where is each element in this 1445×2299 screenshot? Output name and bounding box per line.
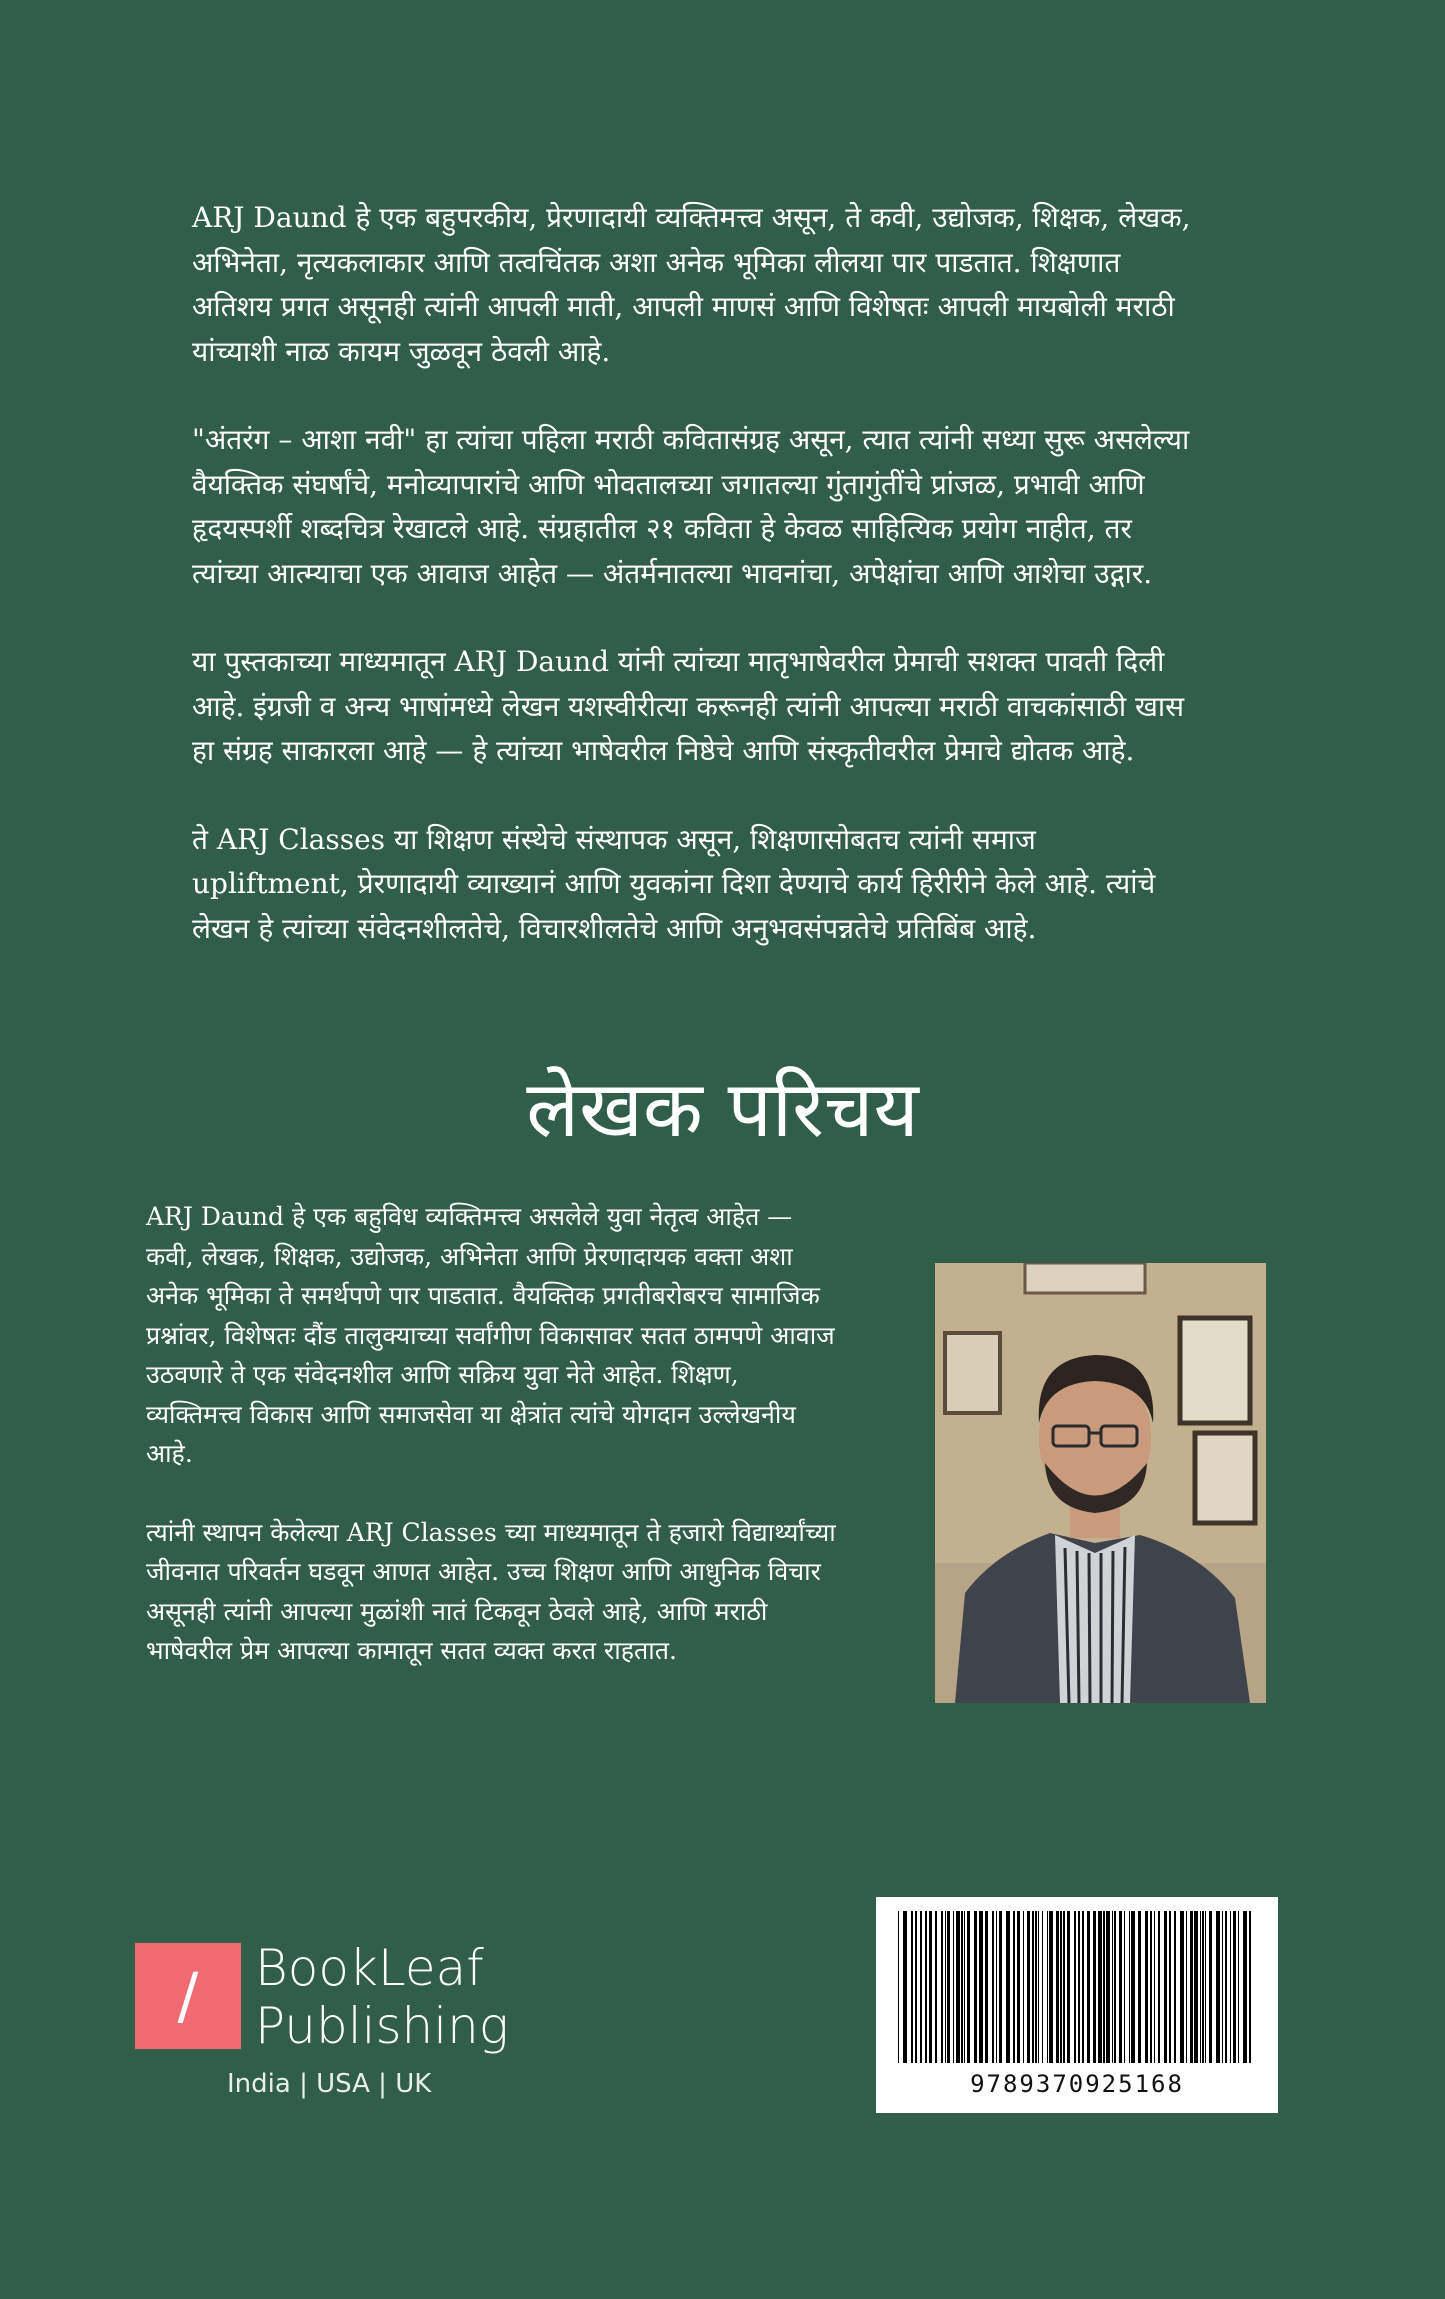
barcode-bar xyxy=(1180,1911,1184,2063)
barcode-bar xyxy=(1038,1911,1039,2063)
author-portrait-illustration xyxy=(935,1263,1266,1703)
barcode-bar xyxy=(1042,1911,1043,2063)
blurb-paragraph: "अंतरंग – आशा नवी" हा त्यांचा पहिला मराठी कवितासंग्रह असून, त्यात त्यांनी सध्या सुरू असलेल्या वैयक्तिक संघर्षांचे, मनोव्यापारांचे आणि भोवतालच्या जगातल्या गुंतागुंतींचे प्रांजळ, प्रभावी आणि हृदयस्पर्शी शब्दचित्र रेखाटले आहे. संग्रहातील २१ कविता हे केवळ साहित्यिक प्रयोग नाहीत, तर त्यांच्या आत्म्याचा एक आवाज आहेत — अंतर्मनातल्या भावनांचा, अपेक्षांचा आणि आशेचा उद्गार. xyxy=(192,423,1190,590)
bio-paragraph: ARJ Daund हे एक बहुविध व्यक्तिमत्त्व असलेले युवा नेतृत्व आहेत — कवी, लेखक, शिक्षक, उद्योजक, अभिनेता आणि प्रेरणादायक वक्ता अशा अनेक भूमिका ते समर्थपणे पार पाडतात. वैयक्तिक प्रगतीबरोबरच सामाजिक प्रश्नांवर, विशेषतः दौंड तालुक्याच्या सर्वांगीण विकासावर सतत ठामपणे आवाज उठवणारे ते एक संवेदनशील आणि सक्रिय युवा नेते आहेत. शिक्षण, व्यक्तिमत्त्व विकास आणि समाजसेवा या क्षेत्रांत त्यांचे योगदान उल्लेखनीय आहे. xyxy=(146,1202,835,1468)
barcode-bar xyxy=(1082,1911,1084,2063)
barcode-bar xyxy=(915,1911,917,2063)
barcode-bar xyxy=(1063,1911,1065,2063)
barcode-bar xyxy=(956,1911,960,2063)
barcode-bar xyxy=(1233,1911,1236,2063)
author-intro-heading: लेखक परिचय xyxy=(526,1065,919,1155)
barcode-bar xyxy=(935,1911,937,2063)
barcode-bar xyxy=(947,1911,950,2063)
barcode-bar xyxy=(1154,1911,1155,2063)
barcode-bar xyxy=(1186,1911,1187,2063)
barcode-bar xyxy=(953,1911,954,2063)
barcode-bar xyxy=(1098,1911,1102,2063)
barcode-bar xyxy=(1032,1911,1034,2063)
barcode-bar xyxy=(1205,1911,1206,2063)
barcode-bar xyxy=(1200,1911,1201,2063)
publisher-name-line1: BookLeaf xyxy=(255,1939,484,1997)
barcode-bar xyxy=(929,1911,932,2063)
author-photo xyxy=(935,1263,1266,1703)
barcode-bar xyxy=(1056,1911,1059,2063)
barcode-bar xyxy=(1230,1911,1231,2063)
barcode-bar xyxy=(898,1911,899,2063)
barcode-bar xyxy=(985,1911,988,2063)
barcode-bar xyxy=(996,1911,997,2063)
barcode-bar xyxy=(1006,1911,1010,2063)
barcode-bar xyxy=(974,1911,977,2063)
barcode-bar xyxy=(967,1911,970,2063)
back-cover-blurb xyxy=(192,196,1192,995)
author-bio xyxy=(146,1197,836,1710)
publisher-name xyxy=(255,1939,509,2055)
barcode-bar xyxy=(992,1911,994,2063)
barcode-bar xyxy=(1023,1911,1024,2063)
barcode-bar xyxy=(1174,1911,1176,2063)
barcode-bar xyxy=(925,1911,927,2063)
barcode-bar xyxy=(1190,1911,1193,2063)
barcode-bar xyxy=(1078,1911,1080,2063)
barcode-bar xyxy=(1093,1911,1096,2063)
barcode-bar xyxy=(1164,1911,1167,2063)
barcode-bar xyxy=(1225,1911,1227,2063)
barcode-bar xyxy=(1074,1911,1076,2063)
barcode-bar xyxy=(999,1911,1002,2063)
barcode-bar xyxy=(1145,1911,1148,2063)
publisher-locations: India | USA | UK xyxy=(227,2069,432,2099)
barcode-bar xyxy=(1087,1911,1090,2063)
barcode-bar xyxy=(920,1911,922,2063)
isbn-number: 9789370925168 xyxy=(970,2070,1184,2098)
barcode-bar xyxy=(1131,1911,1135,2063)
barcode-bar xyxy=(1067,1911,1070,2063)
barcode-bar xyxy=(1150,1911,1152,2063)
barcode-bar xyxy=(1035,1911,1037,2063)
barcode-bar xyxy=(1124,1911,1125,2063)
barcode-bar xyxy=(1027,1911,1030,2063)
barcode-bar xyxy=(1103,1911,1105,2063)
barcode-bar xyxy=(1249,1911,1251,2063)
barcode-bar xyxy=(964,1911,965,2063)
barcode-bar xyxy=(1158,1911,1160,2063)
bio-paragraph: त्यांनी स्थापन केलेल्या ARJ Classes च्या माध्यमातून ते हजारो विद्यार्थ्यांच्या जीवनात परिवर्तन घडवून आणत आहेत. उच्च शिक्षण आणि आधुनिक विचार असूनही त्यांनी आपल्या मुळांशी नातं टिकवून ठेवले आहे, आणि मराठी भाषेवरील प्रेम आपल्या कामातून सतत व्यक्त करत राहतात. xyxy=(146,1517,836,1665)
barcode-bar xyxy=(1106,1911,1110,2063)
barcode-bar xyxy=(1017,1911,1020,2063)
blurb-paragraph: ARJ Daund हे एक बहुपरकीय, प्रेरणादायी व्यक्तिमत्त्व असून, ते कवी, उद्योजक, शिक्षक, लेखक, अभिनेता, नृत्यकलाकार आणि तत्वचिंतक अशा अनेक भूमिका लीलया पार पाडतात. शिक्षणात अतिशय प्रगत असूनही त्यांनी आपली माती, आपली माणसं आणि विशेषतः आपली मायबोली मराठी यांच्याशी नाळ कायम जुळवून ठेवली आहे. xyxy=(192,201,1191,368)
barcode-bar xyxy=(1216,1911,1220,2063)
barcode-bar xyxy=(903,1911,907,2063)
blurb-paragraph: या पुस्तकाच्या माध्यमातून ARJ Daund यांनी त्यांच्या मातृभाषेवरील प्रेमाची सशक्त पावती दिली आहे. इंग्रजी व अन्य भाषांमध्ये लेखन यशस्वीरीत्या करूनही त्यांनी आपल्या मराठी वाचकांसाठी खास हा संग्रह साकारला आहे — हे त्यांच्या भाषेवरील निष्ठेचे आणि संस्कृतीवरील प्रेमाचे द्योतक आहे. xyxy=(192,645,1185,767)
barcode-bar xyxy=(1060,1911,1062,2063)
barcode-bar xyxy=(1049,1911,1053,2063)
barcode-bar xyxy=(1169,1911,1171,2063)
publisher-name-line2: Publishing xyxy=(255,1997,509,2055)
barcode-bar xyxy=(1202,1911,1204,2063)
barcode-bars xyxy=(898,1911,1256,2063)
barcode-bar xyxy=(911,1911,913,2063)
barcode-bar xyxy=(1243,1911,1247,2063)
barcode-bar xyxy=(1119,1911,1122,2063)
barcode-bar xyxy=(1138,1911,1141,2063)
slash-icon: / xyxy=(135,1943,241,2049)
barcode-bar xyxy=(1194,1911,1198,2063)
barcode-bar xyxy=(1047,1911,1048,2063)
barcode-bar xyxy=(961,1911,963,2063)
blurb-paragraph: ते ARJ Classes या शिक्षण संस्थेचे संस्थापक असून, शिक्षणासोबतच त्यांनी समाज upliftment, प्रेरणादायी व्याख्यानं आणि युवकांना दिशा देण्याचे कार्य हिरीरीने केले आहे. त्यांचे लेखन हे त्यांच्या संवेदनशीलतेचे, विचारशीलतेचे आणि अनुभवसंपन्नतेचे प्रतिबिंब आहे. xyxy=(192,822,1156,945)
barcode-bar xyxy=(1114,1911,1116,2063)
barcode-bar xyxy=(1222,1911,1223,2063)
barcode-bar xyxy=(1013,1911,1015,2063)
barcode-bar xyxy=(1112,1911,1113,2063)
barcode-bar xyxy=(941,1911,943,2063)
barcode-bar xyxy=(1209,1911,1212,2063)
bookleaf-publishing-logo xyxy=(135,1939,535,2113)
isbn-barcode xyxy=(876,1897,1278,2113)
barcode-bar xyxy=(1129,1911,1130,2063)
barcode-bar xyxy=(945,1911,946,2063)
barcode-bar xyxy=(979,1911,983,2063)
barcode-bar xyxy=(1238,1911,1239,2063)
